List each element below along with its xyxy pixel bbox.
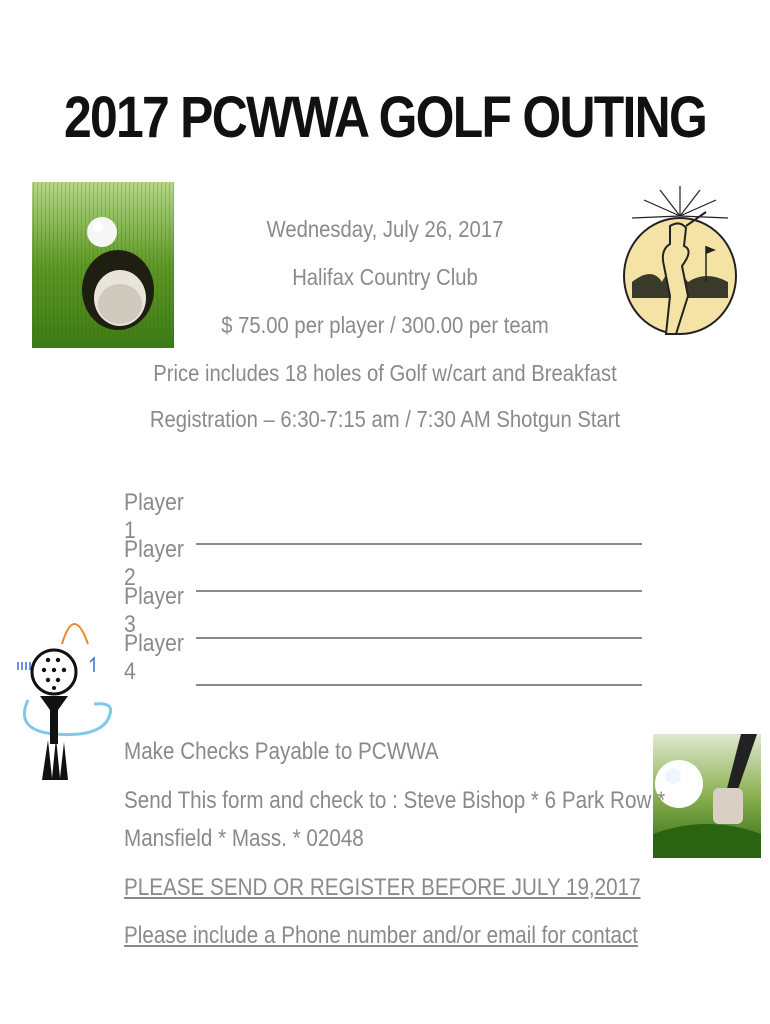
event-date: Wednesday, July 26, 2017 [266, 216, 504, 242]
player-name-blank[interactable] [196, 664, 642, 686]
golf-ball-photo [653, 734, 761, 858]
checks-payable: Make Checks Payable to PCWWA [124, 738, 439, 765]
event-venue: Halifax Country Club [292, 264, 478, 290]
registration-deadline: PLEASE SEND OR REGISTER BEFORE JULY 19,2017 [124, 874, 641, 901]
player-row [124, 583, 642, 639]
player-label: Player 2 [124, 536, 184, 591]
player-name-blank[interactable] [196, 570, 642, 592]
player-label: Player 3 [124, 583, 184, 638]
player-row [124, 536, 642, 592]
player-name-blank[interactable] [196, 617, 642, 639]
player-label: Player 4 [124, 630, 184, 685]
mailing-address-line2: Mansfield * Mass. * 02048 [124, 825, 364, 852]
golf-tee-clipart [14, 610, 118, 782]
player-label: Player 1 [124, 489, 184, 544]
player-list [124, 489, 642, 686]
mailing-address-line1: Send This form and check to : Steve Bishop * 6 Park Row * [124, 787, 666, 814]
page-title: 2017 PCWWA GOLF OUTING [63, 85, 707, 150]
event-registration: Registration – 6:30-7:15 am / 7:30 AM Shotgun Start [149, 406, 621, 432]
event-price: $ 75.00 per player / 300.00 per team [221, 312, 549, 338]
contact-request: Please include a Phone number and/or email for contact [124, 922, 639, 949]
event-includes: Price includes 18 holes of Golf w/cart and Breakfast [153, 360, 617, 386]
player-row [124, 489, 642, 545]
player-name-blank[interactable] [196, 523, 642, 545]
player-row [124, 630, 642, 686]
